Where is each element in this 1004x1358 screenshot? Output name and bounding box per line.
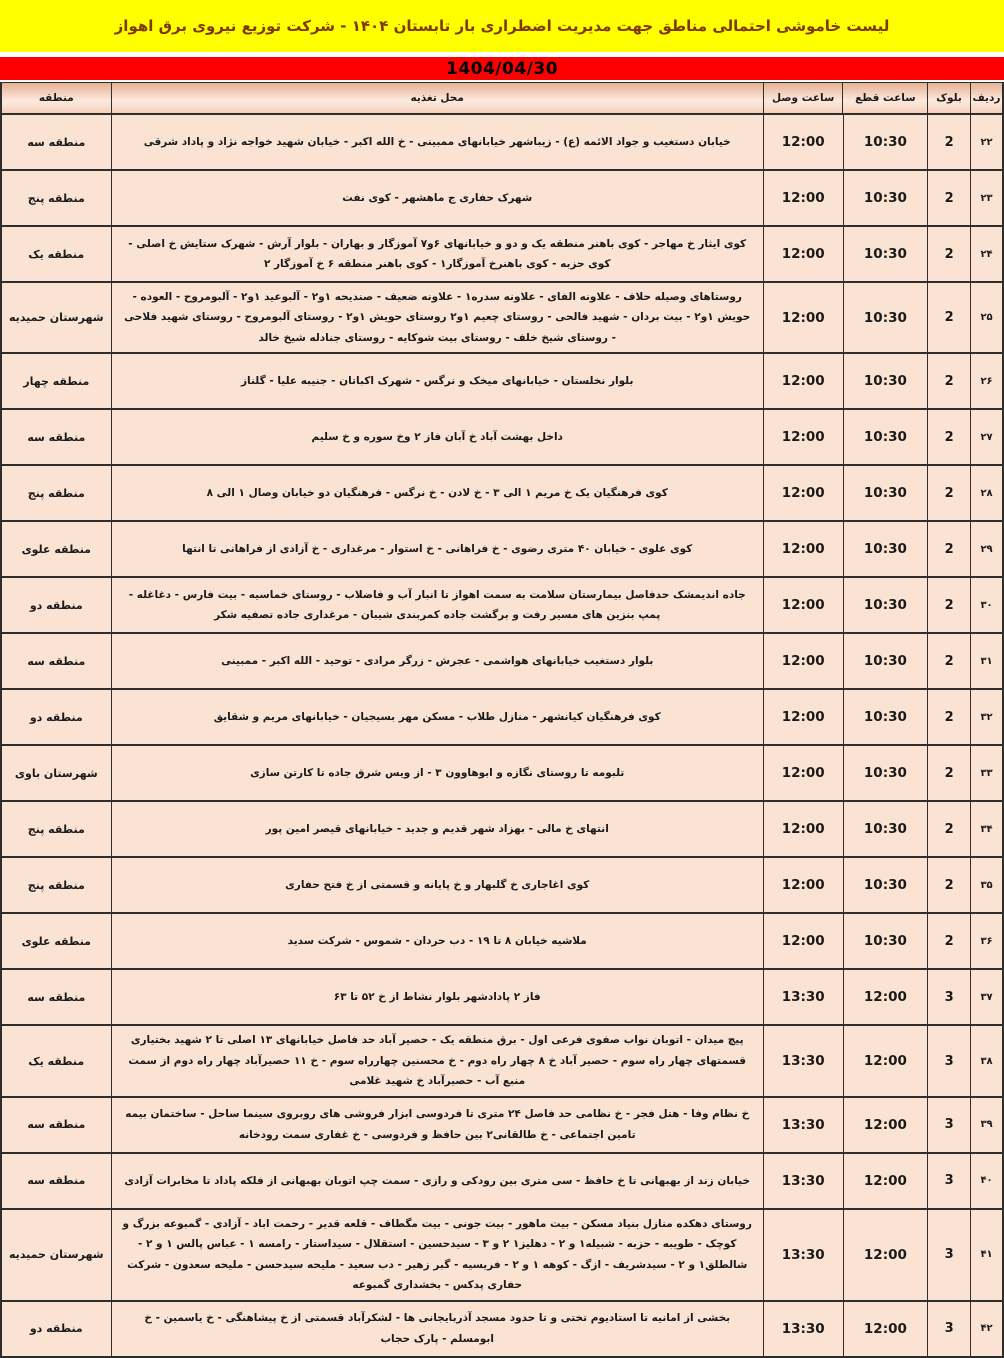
cell-block: 2	[928, 354, 971, 408]
cell-connect: 12:00	[764, 522, 844, 576]
col-header-location: محل تغذیه	[112, 83, 764, 113]
col-header-region: منطقه	[2, 83, 112, 113]
cell-location: بخشی از امانیه تا استادیوم تختی و تا حدود مسجد آذربایجانی ها - لشکرآباد قسمتی از خ پیشاهنگی - خ یاسمین - خ ابومسلم - پارک حجاب	[112, 1302, 764, 1356]
cell-connect: 12:00	[764, 171, 844, 225]
cell-block: 2	[928, 171, 971, 225]
cell-region: منطقه علوی	[2, 522, 112, 576]
cell-location: کوی فرهنگیان کیانشهر - منازل طلاب - مسکن مهر بسیجیان - خیابانهای مریم و شقایق	[112, 690, 764, 744]
cell-radif: ۲۸	[980, 487, 993, 499]
cell-radif: ۲۳	[980, 192, 993, 204]
cell-region: منطقه یک	[2, 1026, 112, 1095]
cell-location: پیچ میدان - اتوبان نواب صفوی فرعی اول - برق منطقه یک - حصیر آباد حد فاصل خیابانهای ۱۳ اصلی تا ۲ شهید بختیاری قسمتهای چهار راه سوم - حصیر آباد خ ۸ چهار راه دوم - خ محسنین چهارراه سوم - خ ۱۱ حصیرآباد چهار راه دوم از سمت منبع آب - حصیرآباد خ شهید غلامی	[112, 1026, 764, 1095]
cell-connect: 12:00	[764, 858, 844, 912]
cell-region: منطقه پنج	[2, 802, 112, 856]
cell-radif: ۴۱	[980, 1249, 993, 1261]
cell-block: 3	[928, 970, 971, 1024]
cell-radif: ۳۷	[980, 991, 993, 1003]
table-row	[2, 632, 1002, 688]
table-row	[2, 1300, 1002, 1356]
table-body	[2, 113, 1002, 1356]
cell-cut: 10:30	[844, 690, 929, 744]
cell-connect: 12:00	[764, 354, 844, 408]
cell-block: 2	[928, 858, 971, 912]
table-row	[2, 113, 1002, 169]
cell-location: شهرک حفاری ج ماهشهر - کوی نفت	[112, 171, 764, 225]
cell-region: منطقه پنج	[2, 466, 112, 520]
cell-cut: 10:30	[844, 354, 929, 408]
cell-cut: 10:30	[844, 283, 929, 352]
table-row	[2, 225, 1002, 281]
cell-location: روستای دهکده منازل بنیاد مسکن - بیت ماهور - بیت جونی - بیت مگطاف - قلعه قدیر - رحمت اباد - آزادی - گمبوعه بزرگ و کوچک - طویبه - حزبه - شبیله۱ و ۲ - دهلیز۱ ۲ و ۳ - سیدحسین - استقلال - سیداستار - رامسه ۱ - عباس پالس ۱ و ۲ - شالطلق۱ و ۲ - سیدشریف - ازگ - کوهه ۱ و ۲ - فریسیه - گبر زهیر - دب سعید - ملیحه سیدحسن - ملیحه سعدون - شرکت حفاری پدکس - بخشداری گمبوعه	[112, 1210, 764, 1300]
cell-block: 2	[928, 466, 971, 520]
table-row	[2, 281, 1002, 352]
cell-connect: 12:00	[764, 802, 844, 856]
cell-block: 2	[928, 634, 971, 688]
cell-cut: 12:00	[844, 1210, 929, 1300]
cell-radif: ۲۹	[980, 543, 993, 555]
table-row	[2, 856, 1002, 912]
col-header-block: بلوک	[928, 83, 971, 113]
table-row	[2, 688, 1002, 744]
table-row	[2, 464, 1002, 520]
cell-radif: ۲۶	[980, 375, 993, 387]
cell-connect: 13:30	[764, 1302, 844, 1356]
cell-cut: 10:30	[844, 746, 929, 800]
cell-location: بلوار نخلستان - خیابانهای میخک و نرگس - شهرک اکباتان - جنیبه علیا - گلناز	[112, 354, 764, 408]
cell-radif: ۲۴	[980, 248, 993, 260]
cell-radif: ۳۲	[980, 711, 993, 723]
cell-location: جاده اندیمشک حدفاصل بیمارستان سلامت به سمت اهواز تا انبار آب و فاضلاب - روستای خماسیه - بیت فارس - دغاغله - پمپ بنزین های مسیر رفت و برگشت جاده کمربندی شیبان - مرغداری جاده تصفیه شکر	[112, 578, 764, 632]
cell-location: خیابان دستغیب و جواد الائمه (ع) - زیباشهر خیابانهای ممبینی - خ الله اکبر - خیابان شهید خواجه نژاد و پاداد شرقی	[112, 115, 764, 169]
table-row	[2, 352, 1002, 408]
table-row	[2, 744, 1002, 800]
date-banner	[0, 57, 1004, 80]
col-header-connect: ساعت وصل	[764, 83, 844, 113]
cell-cut: 10:30	[844, 522, 929, 576]
cell-region: منطقه سه	[2, 410, 112, 464]
cell-connect: 13:30	[764, 970, 844, 1024]
cell-connect: 12:00	[764, 283, 844, 352]
table-row	[2, 968, 1002, 1024]
cell-block: 3	[928, 1098, 971, 1152]
cell-location: تلبومه تا روستای نگازه و ابوهاوون ۳ - از ویس شرق جاده تا کارتن سازی	[112, 746, 764, 800]
col-header-cut: ساعت قطع	[843, 83, 928, 113]
cell-region: منطقه سه	[2, 1098, 112, 1152]
table-row	[2, 169, 1002, 225]
cell-connect: 12:00	[764, 914, 844, 968]
cell-connect: 13:30	[764, 1026, 844, 1095]
cell-location: خیابان زند از بهبهانی تا خ حافظ - سی متری بین رودکی و رازی - سمت چپ اتوبان بهبهانی از فلکه پاداد تا مخابرات آزادی	[112, 1154, 764, 1208]
cell-cut: 12:00	[844, 1026, 929, 1095]
table-header-row	[2, 83, 1002, 113]
cell-block: 2	[928, 522, 971, 576]
cell-block: 2	[928, 410, 971, 464]
cell-connect: 12:00	[764, 466, 844, 520]
cell-connect: 13:30	[764, 1154, 844, 1208]
cell-cut: 10:30	[844, 634, 929, 688]
cell-region: شهرستان باوی	[2, 746, 112, 800]
cell-cut: 10:30	[844, 914, 929, 968]
cell-block: 2	[928, 914, 971, 968]
cell-cut: 12:00	[844, 1302, 929, 1356]
cell-block: 2	[928, 802, 971, 856]
cell-block: 2	[928, 746, 971, 800]
cell-cut: 12:00	[844, 1098, 929, 1152]
cell-radif: ۳۱	[980, 655, 993, 667]
cell-cut: 10:30	[844, 227, 929, 281]
date-label: 1404/04/30	[445, 58, 559, 79]
cell-region: منطقه پنج	[2, 171, 112, 225]
cell-block: 3	[928, 1026, 971, 1095]
cell-radif: ۳۴	[980, 823, 993, 835]
cell-cut: 10:30	[844, 578, 929, 632]
cell-region: منطقه سه	[2, 970, 112, 1024]
cell-connect: 12:00	[764, 227, 844, 281]
cell-location: داخل بهشت آباد خ آبان فاز ۲ وخ سوره و خ سلیم	[112, 410, 764, 464]
cell-region: منطقه پنج	[2, 858, 112, 912]
cell-block: 2	[928, 115, 971, 169]
cell-cut: 12:00	[844, 970, 929, 1024]
cell-region: منطقه دو	[2, 690, 112, 744]
cell-block: 3	[928, 1210, 971, 1300]
title-banner	[0, 0, 1004, 52]
cell-block: 3	[928, 1154, 971, 1208]
outage-table	[0, 82, 1004, 1358]
cell-cut: 10:30	[844, 171, 929, 225]
cell-location: بلوار دستغیب خیابانهای هواشمی - عجرش - زرگر مرادی - توحید - الله اکبر - ممبینی	[112, 634, 764, 688]
cell-location: کوی فرهنگیان یک خ مریم ۱ الی ۳ - خ لادن - خ نرگس - فرهنگیان دو خیابان وصال ۱ الی ۸	[112, 466, 764, 520]
table-row	[2, 912, 1002, 968]
cell-region: منطقه یک	[2, 227, 112, 281]
cell-region: منطقه دو	[2, 1302, 112, 1356]
cell-connect: 12:00	[764, 115, 844, 169]
page-title: لیست خاموشی احتمالی مناطق جهت مدیریت اضطراری بار تابستان ۱۴۰۴ - شرکت توزیع نیروی برق اهواز	[114, 17, 890, 35]
cell-block: 3	[928, 1302, 971, 1356]
table-row	[2, 1024, 1002, 1095]
table-row	[2, 408, 1002, 464]
cell-region: منطقه سه	[2, 1154, 112, 1208]
cell-location: کوی اغاجاری خ گلبهار و خ پایانه و قسمتی از خ فتح حفاری	[112, 858, 764, 912]
cell-connect: 12:00	[764, 578, 844, 632]
cell-radif: ۳۶	[980, 935, 993, 947]
cell-block: 2	[928, 578, 971, 632]
cell-connect: 12:00	[764, 690, 844, 744]
cell-location: ملاشیه خیابان ۸ تا ۱۹ - دب حردان - شموس - شرکت سدید	[112, 914, 764, 968]
cell-connect: 12:00	[764, 746, 844, 800]
table-row	[2, 1096, 1002, 1152]
cell-block: 2	[928, 690, 971, 744]
cell-block: 2	[928, 227, 971, 281]
cell-radif: ۳۰	[980, 599, 993, 611]
cell-cut: 10:30	[844, 802, 929, 856]
table-row	[2, 1152, 1002, 1208]
cell-cut: 12:00	[844, 1154, 929, 1208]
cell-block: 2	[928, 283, 971, 352]
cell-region: منطقه دو	[2, 578, 112, 632]
cell-location: کوی علوی - خیابان ۴۰ متری رضوی - خ فراهانی - خ استوار - مرغداری - خ آزادی از فراهانی تا انتها	[112, 522, 764, 576]
cell-location: کوی ایثار خ مهاجر - کوی باهنر منطقه یک و دو و خیابانهای ۶و۷ آموزگار و بهاران - بلوار آرش - شهرک ستایش خ اصلی - کوی حزبه - کوی باهنرخ آموزگار۱ - کوی باهنر منطقه ۶ خ آموزگار ۲	[112, 227, 764, 281]
cell-location: فاز ۲ پادادشهر بلوار نشاط از خ ۵۲ تا ۶۳	[112, 970, 764, 1024]
col-header-radif: ردیف	[972, 92, 1001, 104]
cell-radif: ۳۳	[980, 767, 993, 779]
cell-cut: 10:30	[844, 115, 929, 169]
cell-cut: 10:30	[844, 410, 929, 464]
cell-region: شهرستان حمیدیه	[2, 283, 112, 352]
cell-radif: ۳۸	[980, 1055, 993, 1067]
cell-radif: ۲۷	[980, 431, 993, 443]
cell-location: روستاهای وصیله حلاف - علاونه الفای - علاونه سدره۱ - علاونه ضعیف - صندیحه ۱و۲ - آلبوعید ۱و۲ - آلبومروح - العوده - حویش ۱و۲ - بیت بردان - شهید فالحی - روستای چعیم ۱و۲ روستای حویش ۱و۲ - روستای آلبومروح - روستای شهید فلاحی - روستای شیخ خلف - روستای بیت شوکایه - روستای جنادله شیخ خالد	[112, 283, 764, 352]
cell-cut: 10:30	[844, 466, 929, 520]
table-row	[2, 1208, 1002, 1300]
table-row	[2, 576, 1002, 632]
cell-radif: ۲۵	[980, 312, 993, 324]
cell-region: منطقه علوی	[2, 914, 112, 968]
cell-connect: 13:30	[764, 1098, 844, 1152]
cell-radif: ۳۵	[980, 879, 993, 891]
cell-region: منطقه سه	[2, 115, 112, 169]
cell-region: شهرستان حمیدیه	[2, 1210, 112, 1300]
cell-radif: ۴۰	[980, 1175, 993, 1187]
table-row	[2, 800, 1002, 856]
cell-radif: ۳۹	[980, 1119, 993, 1131]
cell-connect: 12:00	[764, 410, 844, 464]
cell-connect: 13:30	[764, 1210, 844, 1300]
cell-region: منطقه چهار	[2, 354, 112, 408]
cell-region: منطقه سه	[2, 634, 112, 688]
cell-location: انتهای خ مالی - بهزاد شهر قدیم و جدید - خیابانهای قیصر امین پور	[112, 802, 764, 856]
cell-radif: ۴۲	[980, 1323, 993, 1335]
cell-location: خ نظام وفا - هتل فجر - خ نظامی حد فاصل ۲۴ متری تا فردوسی ابزار فروشی های روبروی سینما ساحل - ساختمان بیمه تامین اجتماعی - خ طالقانی۲ بین حافظ و فردوسی - خ غفاری سمت رودخانه	[112, 1098, 764, 1152]
cell-radif: ۲۲	[980, 136, 993, 148]
cell-connect: 12:00	[764, 634, 844, 688]
cell-cut: 10:30	[844, 858, 929, 912]
table-row	[2, 520, 1002, 576]
